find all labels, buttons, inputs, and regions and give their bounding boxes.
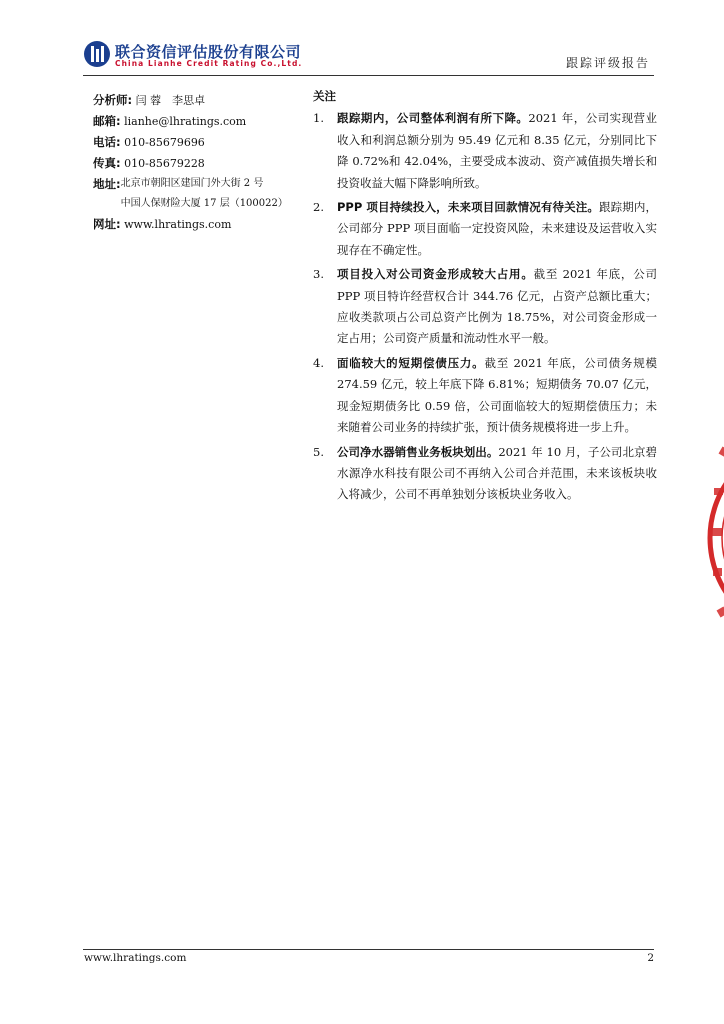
email-label: 邮箱:	[93, 114, 121, 128]
email-row	[93, 111, 303, 132]
fax-value: 010-85679228	[124, 157, 205, 170]
address-line-2: 中国人保财险大厦 17 层（100022）	[120, 198, 288, 209]
list-item-number: 4.	[313, 355, 324, 370]
concerns-section	[313, 86, 657, 509]
list-item-body: 截至 2021 年底，公司债务规模 274.59 亿元，较上年底下降 6.81%；短期债务 70.07 亿元，现金短期债务比 0.59 倍，公司面临较大的短期偿债压力；未来随着公司业务的持续扩张，预计债务规模将进一步上升。	[337, 355, 658, 435]
list-item-text	[337, 442, 657, 506]
page-header	[83, 36, 654, 76]
address-label: 地址:	[93, 177, 121, 191]
list-item-heading: 公司净水器销售业务板块划出。	[337, 444, 499, 459]
seal-stamp-icon	[700, 388, 724, 688]
concerns-title: 关注	[313, 89, 336, 103]
list-item-body: 2021 年 10 月，子公司北京碧水源净水科技有限公司不再纳入公司合并范围，未来该板块收入将减少，公司不再单独划分该板块业务收入。	[337, 444, 657, 502]
list-item-heading: 面临较大的短期偿债压力。	[337, 355, 485, 370]
list-item-heading: 项目投入对公司资金形成较大占用。	[337, 267, 534, 282]
website-label: 网址:	[93, 217, 121, 231]
footer-website[interactable]: www.lhratings.com	[84, 952, 187, 964]
company-name-en: China Lianhe Credit Rating Co.,Ltd.	[115, 59, 303, 68]
list-item-text	[337, 108, 657, 194]
list-item	[313, 442, 657, 506]
report-type: 跟踪评级报告	[565, 56, 650, 70]
list-item-number: 2.	[313, 200, 324, 215]
contact-panel	[93, 90, 303, 235]
address-lines	[121, 174, 288, 214]
list-item-number: 5.	[313, 444, 324, 459]
list-item-text	[337, 353, 657, 439]
footer-divider	[83, 949, 654, 950]
company-name-cn: 联合资信评估股份有限公司	[115, 43, 302, 61]
website-value[interactable]: www.lhratings.com	[124, 218, 232, 231]
address-line-1: 北京市朝阳区建国门外大街 2 号	[120, 178, 264, 189]
list-item	[313, 197, 657, 261]
phone-value: 010-85679696	[124, 136, 205, 149]
list-item	[313, 353, 657, 439]
fax-label: 传真:	[93, 156, 121, 170]
analyst-value: 闫 蓉 李思卓	[135, 94, 206, 107]
list-item-body: 2021 年，公司实现营业收入和利润总额分别为 95.49 亿元和 8.35 亿元，分别同比下降 0.72%和 42.04%，主要受成本波动、资产减值损失增长和投资收益大幅下降影响所致。	[337, 111, 658, 190]
email-value[interactable]: lianhe@lhratings.com	[124, 115, 247, 128]
analyst-row	[93, 90, 303, 111]
analyst-label: 分析师:	[93, 93, 133, 107]
phone-row	[93, 132, 303, 153]
address-row	[93, 174, 303, 214]
list-item-text	[337, 197, 657, 261]
list-item-body: 跟踪期内，公司部分 PPP 项目面临一定投资风险，未来建设及运营收入实现存在不确定性。	[337, 200, 657, 257]
list-item-text	[337, 264, 657, 350]
list-item-heading: 跟踪期内，公司整体利润有所下降。	[337, 111, 529, 126]
page-number: 2	[647, 952, 654, 964]
list-item-number: 1.	[313, 111, 324, 126]
list-item	[313, 264, 657, 350]
website-row	[93, 214, 303, 235]
fax-row	[93, 153, 303, 174]
header-divider	[83, 75, 654, 76]
list-item-heading: PPP 项目持续投入，未来项目回款情况有待关注。	[337, 200, 599, 215]
list-item	[313, 108, 657, 194]
company-logo-icon	[83, 40, 111, 68]
list-item-number: 3.	[313, 267, 324, 282]
phone-label: 电话:	[93, 135, 121, 149]
list-item-body: 截至 2021 年底，公司 PPP 项目特许经营权合计 344.76 亿元，占资产总额比重大；应收类款项占公司总资产比例为 18.75%，对公司资金形成一定占用；公司资产质量和流动性水平一般。	[337, 267, 658, 346]
